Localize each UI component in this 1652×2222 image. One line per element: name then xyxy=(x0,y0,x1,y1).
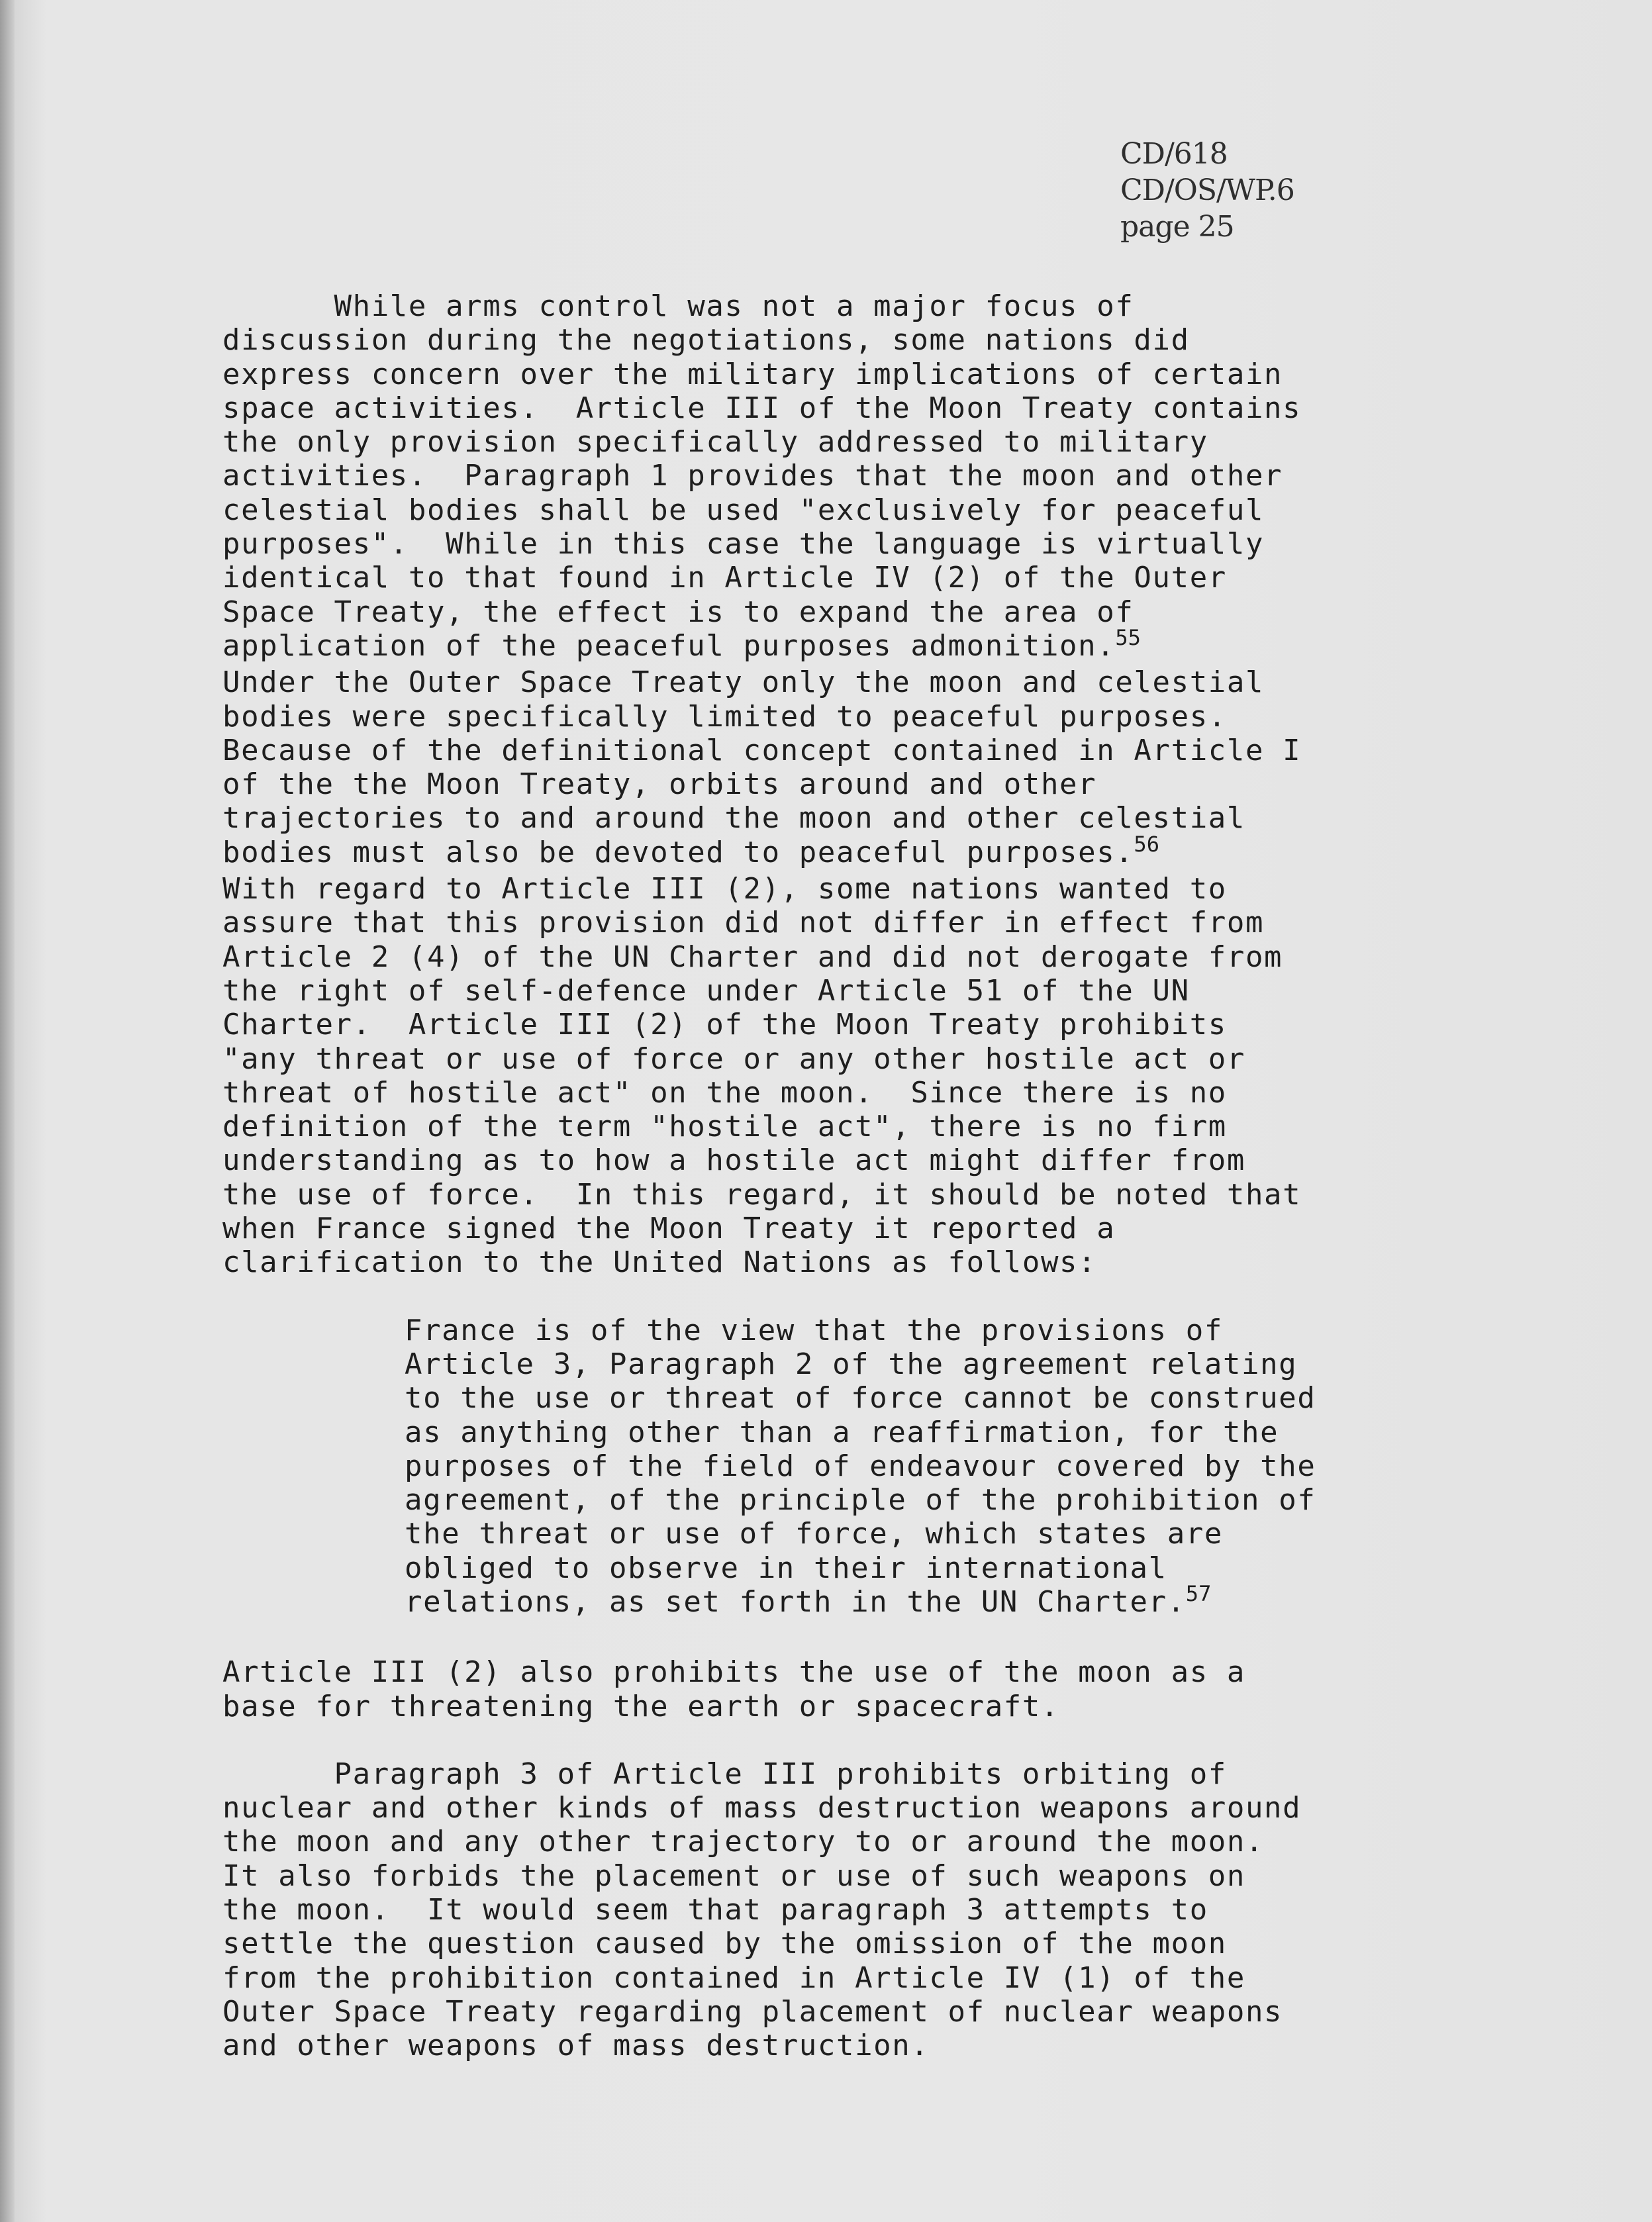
text-line: Paragraph 3 of Article III prohibits orbiting of xyxy=(222,1757,1227,1791)
binding-shadow xyxy=(0,0,15,2222)
paragraph-gap xyxy=(222,1621,1441,1655)
text-line-content: bodies must also be devoted to peaceful purposes. xyxy=(222,835,1134,869)
text-line: the only provision specifically addressed to military xyxy=(222,425,1208,459)
paragraph-article-iii-2 xyxy=(222,872,1441,1280)
text-line: settle the question caused by the omission of the moon xyxy=(222,1927,1227,1961)
body-text xyxy=(222,289,1441,2063)
working-paper-number: CD/OS/WP.6 xyxy=(1120,173,1294,207)
text-line: the right of self-defence under Article 51 of the UN xyxy=(222,973,1190,1008)
paragraph-article-iii-3 xyxy=(222,1757,1441,2063)
text-line: discussion during the negotiations, some nations did xyxy=(222,323,1190,358)
text-line xyxy=(222,624,1441,665)
page-label: page 25 xyxy=(1120,210,1234,244)
quote-line: agreement, of the principle of the prohibition of xyxy=(405,1483,1316,1518)
text-line: Space Treaty, the effect is to expand the area of xyxy=(222,595,1134,629)
footnote-marker[interactable]: 55 xyxy=(1115,624,1141,650)
text-line: from the prohibition contained in Article IV (1) of the xyxy=(222,1960,1245,1995)
quote-line xyxy=(405,1580,1441,1621)
footnote-marker[interactable]: 57 xyxy=(1185,1580,1212,1606)
text-line: activities. Paragraph 1 provides that the moon and other xyxy=(222,459,1283,493)
text-line: the moon and any other trajectory to or around the moon. xyxy=(222,1825,1265,1859)
text-line: the use of force. In this regard, it should be noted that xyxy=(222,1177,1302,1212)
text-line-content: application of the peaceful purposes admonition. xyxy=(222,628,1116,663)
text-line: "any threat or use of force or any other hostile act or xyxy=(222,1041,1245,1076)
quote-line-content: relations, as set forth in the UN Charter. xyxy=(405,1584,1186,1619)
text-line: base for threatening the earth or spacecraft. xyxy=(222,1689,1060,1723)
text-line: celestial bodies shall be used "exclusively for peaceful xyxy=(222,493,1265,527)
text-line: definition of the term "hostile act", there is no firm xyxy=(222,1110,1227,1144)
text-line xyxy=(222,831,1441,872)
text-line: express concern over the military implications of certain xyxy=(222,357,1283,391)
paragraph-outer-space-treaty xyxy=(222,665,1441,872)
document-header xyxy=(1120,136,1294,245)
text-line: Under the Outer Space Treaty only the moon and celestial xyxy=(222,665,1265,700)
text-line: bodies were specifically limited to peaceful purposes. xyxy=(222,699,1227,734)
text-line: when France signed the Moon Treaty it reported a xyxy=(222,1212,1116,1246)
paragraph-after-quote xyxy=(222,1655,1441,1723)
footnote-marker[interactable]: 56 xyxy=(1134,831,1159,857)
quote-line: France is of the view that the provisions of xyxy=(405,1313,1223,1347)
text-line: Outer Space Treaty regarding placement of nuclear weapons xyxy=(222,1994,1283,2029)
text-line: threat of hostile act" on the moon. Since there is no xyxy=(222,1075,1227,1110)
text-line: Article 2 (4) of the UN Charter and did not derogate from xyxy=(222,940,1283,974)
text-line: the moon. It would seem that paragraph 3 attempts to xyxy=(222,1893,1208,1927)
text-line: assure that this provision did not differ in effect from xyxy=(222,906,1265,940)
text-line: nuclear and other kinds of mass destruction weapons around xyxy=(222,1791,1302,1825)
text-line: clarification to the United Nations as follows: xyxy=(222,1245,1097,1280)
paragraph-gap xyxy=(222,1280,1441,1314)
quote-line: purposes of the field of endeavour covered by the xyxy=(405,1449,1316,1483)
doc-number: CD/618 xyxy=(1120,137,1228,171)
text-line: While arms control was not a major focus of xyxy=(222,289,1134,323)
quote-line: obliged to observe in their international xyxy=(405,1551,1167,1585)
text-line: It also forbids the placement or use of such weapons on xyxy=(222,1859,1245,1893)
text-line: understanding as to how a hostile act might differ from xyxy=(222,1143,1245,1178)
text-line: and other weapons of mass destruction. xyxy=(222,2029,930,2063)
text-line: Charter. Article III (2) of the Moon Treaty prohibits xyxy=(222,1008,1227,1042)
text-line: of the the Moon Treaty, orbits around and other xyxy=(222,767,1097,802)
quote-line: the threat or use of force, which states are xyxy=(405,1517,1223,1551)
quote-line: Article 3, Paragraph 2 of the agreement relating xyxy=(405,1347,1298,1381)
text-line: Because of the definitional concept contained in Article I xyxy=(222,733,1302,767)
text-line: With regard to Article III (2), some nations wanted to xyxy=(222,872,1227,906)
text-line: trajectories to and around the moon and other celestial xyxy=(222,801,1245,836)
block-quote-france xyxy=(222,1314,1441,1622)
paragraph-arms-control xyxy=(222,289,1441,665)
quote-line: to the use or threat of force cannot be construed xyxy=(405,1381,1316,1416)
text-line: purposes". While in this case the language is virtually xyxy=(222,527,1265,561)
quote-line: as anything other than a reaffirmation, for the xyxy=(405,1415,1279,1449)
text-line: identical to that found in Article IV (2) of the Outer xyxy=(222,561,1227,595)
paragraph-gap xyxy=(222,1723,1441,1757)
text-line: space activities. Article III of the Moon Treaty contains xyxy=(222,391,1302,425)
text-line: Article III (2) also prohibits the use of the moon as a xyxy=(222,1655,1245,1690)
